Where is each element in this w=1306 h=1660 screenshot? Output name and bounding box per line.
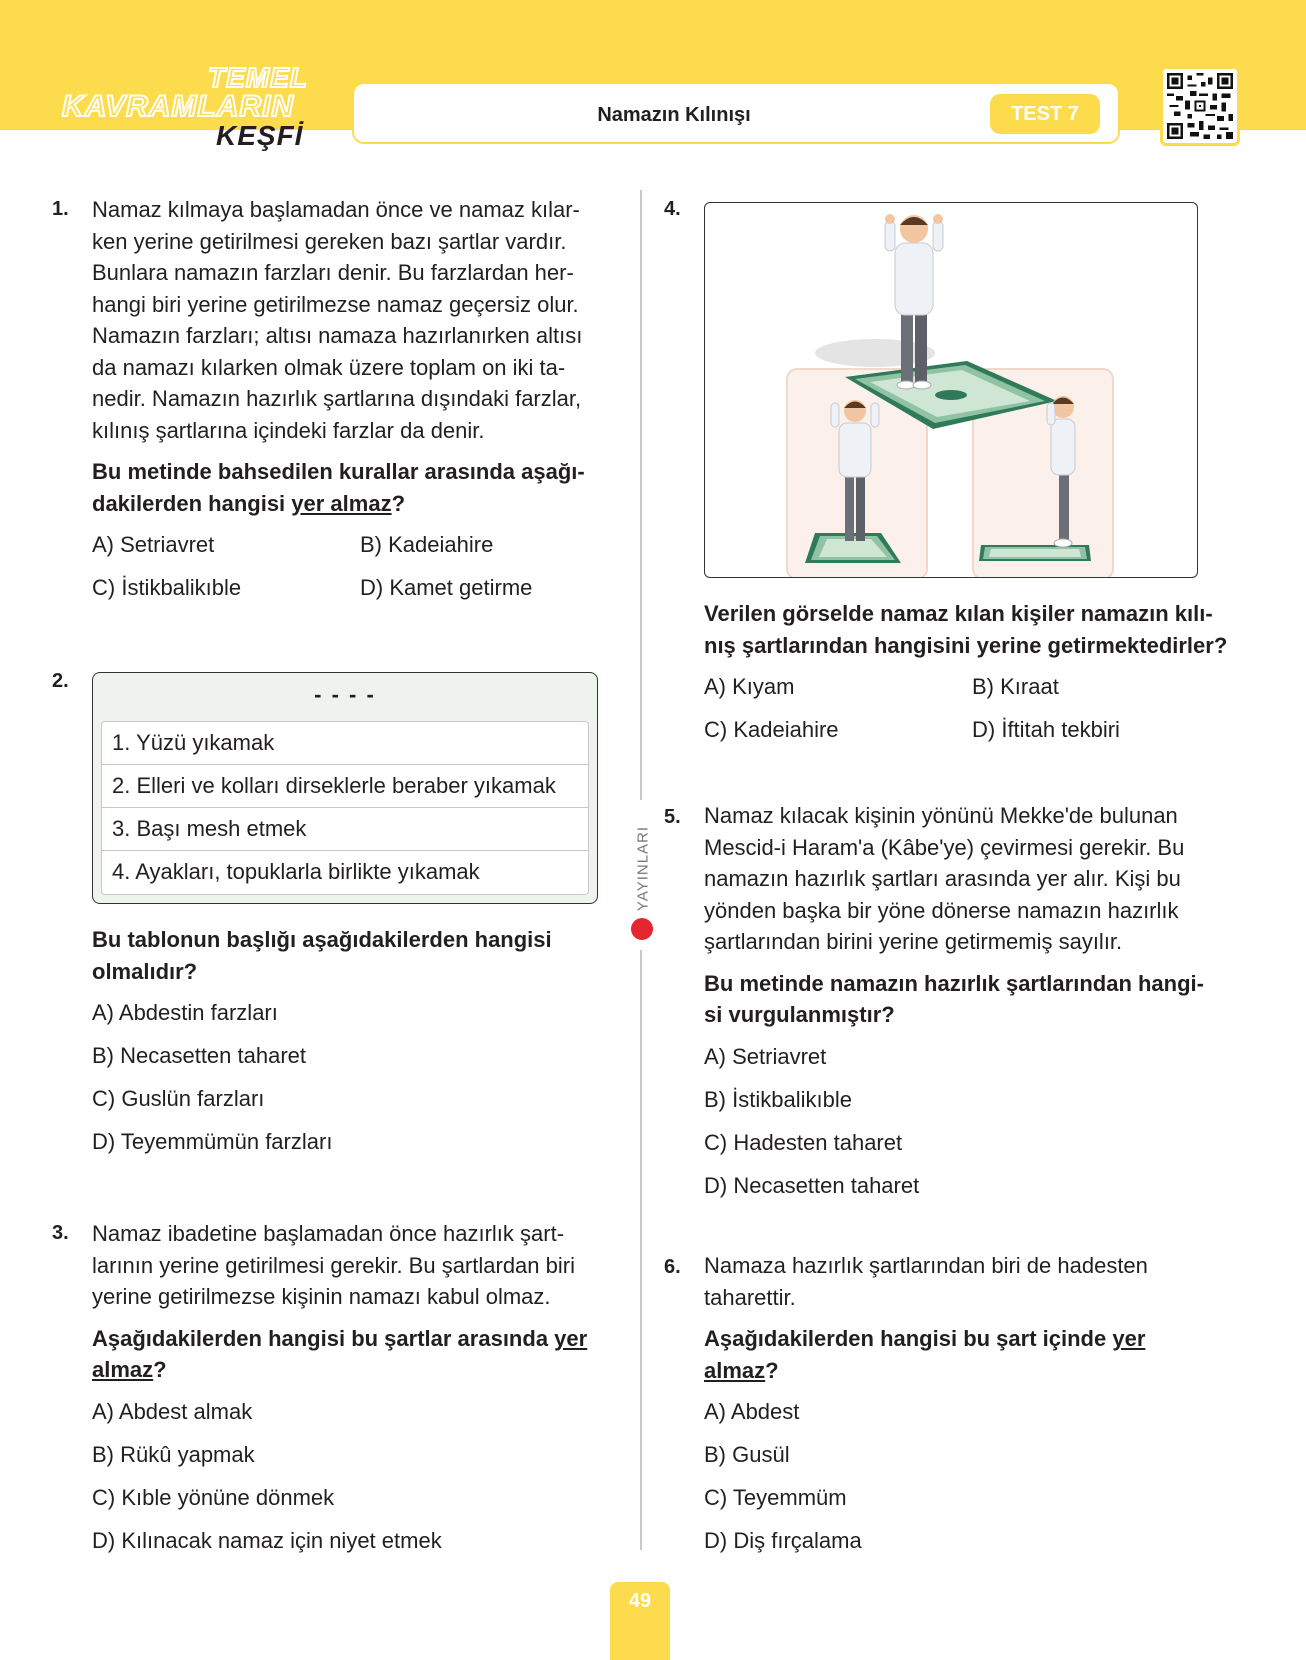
option-d[interactable]: D) Teyemmümün farzları (92, 1129, 333, 1154)
option-c[interactable]: C) Hadesten taharet (704, 1129, 903, 1155)
q1-text-line: kılınış şartlarına içindeki farzlar da denir. (92, 417, 485, 443)
page-number: 49 (610, 1582, 670, 1660)
question-2 (92, 924, 612, 1169)
q4-options (704, 671, 1244, 745)
q6-stem-prefix: Aşağıdakilerden hangisi bu şart içinde (704, 1326, 1113, 1351)
option-c[interactable]: C) İstikbalikıble (92, 575, 242, 600)
test-badge: TEST 7 (990, 94, 1100, 134)
q6-stem-emphasis: almaz (704, 1357, 766, 1383)
q1-options (92, 529, 612, 603)
option-a[interactable]: A) Abdestin farzları (92, 1000, 278, 1025)
table-row: 4. Ayakları, topuklarla birlikte yıkamak (112, 859, 480, 884)
q1-text-line: Bunlara namazın farzları denir. Bu farzlardan her- (92, 260, 574, 285)
q2-question-stem (92, 924, 612, 987)
option-d[interactable]: D) Necasetten taharet (704, 1172, 920, 1198)
q4-question-stem (704, 598, 1244, 661)
q1-stem-emphasis: yer almaz (291, 490, 392, 516)
option-b[interactable]: B) Necasetten taharet (92, 1043, 307, 1068)
q1-text-line: Namazın farzları; altısı namaza hazırlanırken altısı (92, 323, 583, 348)
q5-stem-line: Bu metinde namazın hazırlık şartlarından hangi- (704, 970, 1204, 996)
q1-text-line: ken yerine getirilmesi gereken bazı şartlar vardır. (92, 228, 567, 254)
option-b[interactable]: B) Kadeiahire (360, 532, 494, 557)
q3-stem-prefix: Aşağıdakilerden hangisi bu şartlar arasında (92, 1325, 555, 1351)
q6-stem-line (704, 1355, 1244, 1387)
option-a[interactable]: A) Setriavret (92, 532, 215, 557)
option-c[interactable]: C) Kadeiahire (704, 717, 839, 742)
q3-text-line: Namaz ibadetine başlamadan önce hazırlık şart- (92, 1221, 565, 1246)
q3-stem-emphasis: almaz (92, 1357, 154, 1382)
option-a[interactable]: A) Abdest (704, 1399, 800, 1424)
option-a[interactable]: A) Setriavret (704, 1043, 827, 1069)
q5-question-stem (704, 968, 1244, 1031)
q1-stem-suffix: ? (391, 490, 406, 516)
logo-line-2: KAVRAMLARIN (62, 90, 295, 123)
q3-stem-line (92, 1354, 622, 1386)
q6-text-line: Namaza hazırlık şartlarından biri de hadesten (704, 1253, 1148, 1278)
q5-text-line: şartlarından birini yerine getirmemiş sayılır. (704, 929, 1123, 954)
option-b[interactable]: B) İstikbalikıble (704, 1086, 852, 1112)
question-5 (704, 800, 1244, 1213)
q6-text-line: taharettir. (704, 1284, 796, 1310)
q3-stem-line (92, 1323, 622, 1355)
question-4 (704, 598, 1244, 745)
q2-stem-line: olmalıdır? (92, 958, 198, 984)
question-1 (92, 194, 612, 603)
option-c[interactable]: C) Kıble yönüne dönmek (92, 1484, 335, 1510)
q6-stem-line (704, 1323, 1244, 1355)
qr-code-icon[interactable] (1160, 66, 1240, 146)
question-number: 6. (664, 1256, 681, 1278)
q1-stem-line: Bu metinde bahsedilen kurallar arasında aşağı- (92, 459, 585, 484)
option-d[interactable]: D) Diş fırçalama (704, 1528, 862, 1553)
question-number: 2. (52, 670, 69, 692)
q1-stem-line (92, 488, 612, 520)
option-b[interactable]: B) Gusül (704, 1442, 790, 1467)
publisher-name: YAYINLARI (634, 825, 652, 912)
question-number: 3. (52, 1222, 69, 1244)
question-3 (92, 1218, 622, 1568)
q1-text-line: Namaz kılmaya başlamadan önce ve namaz kılar- (92, 197, 580, 222)
publisher-mark (628, 800, 656, 950)
option-d[interactable]: D) Kamet getirme (360, 575, 533, 600)
q3-text-line: yerine getirilmezse kişinin namazı kabul olmaz. (92, 1284, 551, 1309)
page-title: Namazın Kılınışı (597, 104, 751, 126)
table-body (101, 721, 589, 895)
option-d[interactable]: D) Kılınacak namaz için niyet etmek (92, 1527, 442, 1553)
q5-stem-line: si vurgulanmıştır? (704, 1002, 895, 1027)
question-6 (704, 1250, 1244, 1568)
q1-text-line: hangi biri yerine getirilmezse namaz geçersiz olur. (92, 291, 579, 317)
logo-line-1: TEMEL (208, 62, 308, 93)
q5-text-line: Mescid-i Haram'a (Kâbe'ye) çevirmesi gerekir. Bu (704, 834, 1185, 860)
q2-stem-line: Bu tablonun başlığı aşağıdakilerden hangisi (92, 927, 552, 952)
q2-table (92, 672, 598, 904)
q6-stem-suffix: ? (765, 1357, 779, 1383)
q3-text-line: larının yerine getirilmesi gerekir. Bu şartlardan biri (92, 1252, 575, 1278)
question-number: 5. (664, 806, 681, 828)
q1-question-stem (92, 456, 612, 519)
table-row: 1. Yüzü yıkamak (102, 722, 588, 765)
q6-stem-emphasis: yer (1112, 1326, 1146, 1351)
option-b[interactable]: B) Kıraat (972, 674, 1059, 699)
logo-line-3: KEŞFİ (216, 120, 304, 151)
option-a[interactable]: A) Abdest almak (92, 1398, 253, 1424)
praying-boys-illustration (704, 202, 1198, 578)
q1-text-line: nedir. Namazın hazırlık şartlarına dışındaki farzlar, (92, 386, 582, 411)
option-b[interactable]: B) Rükû yapmak (92, 1441, 255, 1467)
q1-stem-prefix: dakilerden hangisi (92, 490, 292, 516)
title-box (352, 82, 1120, 144)
q3-stem-suffix: ? (153, 1357, 167, 1382)
q3-question-stem (92, 1323, 622, 1386)
q5-text-line: namazın hazırlık şartları arasında yer alır. Kişi bu (704, 866, 1181, 891)
q6-question-stem (704, 1323, 1244, 1386)
question-number: 4. (664, 198, 681, 220)
table-row: 2. Elleri ve kolları dirseklerle beraber yıkamak (102, 765, 588, 808)
publisher-logo-icon (631, 918, 653, 940)
q5-text-line: Namaz kılacak kişinin yönünü Mekke'de bulunan (704, 803, 1178, 828)
q4-stem-line: nış şartlarından hangisini yerine getirmektedirler? (704, 632, 1228, 658)
option-c[interactable]: C) Guslün farzları (92, 1086, 265, 1111)
q5-text-line: yönden başka bir yöne dönerse namazın hazırlık (704, 897, 1179, 923)
option-c[interactable]: C) Teyemmüm (704, 1485, 847, 1510)
q4-stem-line: Verilen görselde namaz kılan kişiler namazın kılı- (704, 601, 1213, 626)
question-number: 1. (52, 198, 69, 220)
table-row: 3. Başı mesh etmek (102, 808, 588, 851)
q1-text-line: da namazı kılarken olmak üzere toplam on iki ta- (92, 354, 566, 380)
option-a[interactable]: A) Kıyam (704, 674, 795, 699)
table-title: - - - - (314, 682, 376, 707)
option-d[interactable]: D) İftitah tekbiri (972, 717, 1120, 742)
q3-stem-emphasis: yer (554, 1325, 588, 1351)
series-logo (58, 62, 320, 152)
